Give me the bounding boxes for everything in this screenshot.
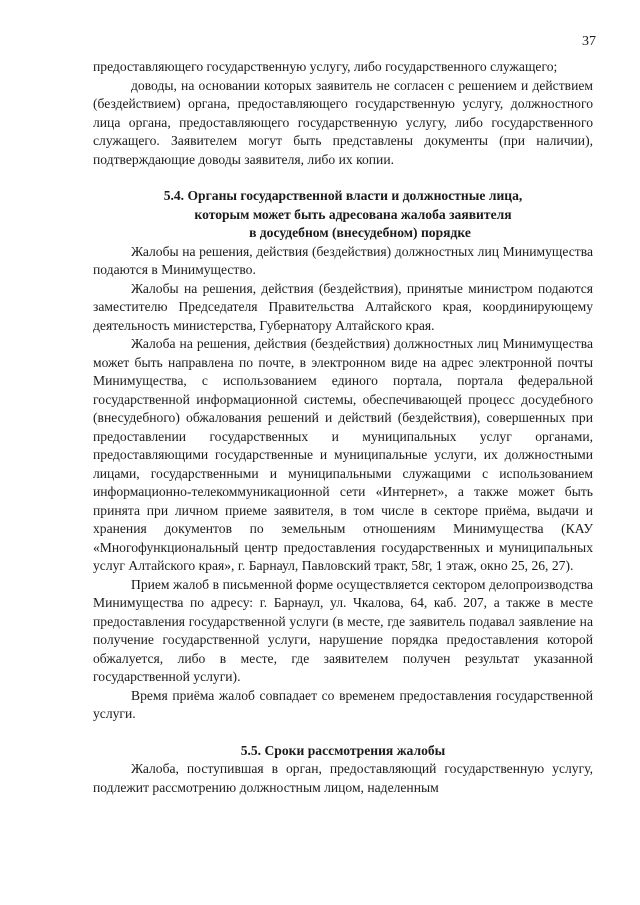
paragraph: Время приёма жалоб совпадает со временем предоставления государственной услуги.: [93, 687, 593, 721]
heading-line: в досудебном (внесудебном) порядке: [249, 225, 471, 240]
page-content: [93, 58, 593, 797]
paragraph: Жалоба на решения, действия (бездействия) должностных лиц Минимущества может быть направлена по почте, в электронном виде на адрес электронной почты Минимущества, с использованием единого портала, портала федеральной государственной информационной системы, обеспечивающей процесс досудебного (внесудебного) обжалования решений и действий (бездействия), совершенных при предоставлении государственных и муниципальных услуг органами, предоставляющими государственные и муниципальные услуги, их должностными лицами, государственными и муниципальными служащими с использованием информационно-телекоммуникационной сети «Интернет», а также может быть принята при личном приеме заявителя, в том числе в секторе приёма, выдачи и хранения документов по земельным отношениям Минимущества (КАУ «Многофункциональный центр предоставления государственных и муниципальных услуг Алтайского края», г. Барнаул, Павловский тракт, 58г, 1 этаж, окно 25, 26, 27).: [93, 336, 593, 573]
section-heading-5-4: [93, 187, 593, 243]
heading-line: которым может быть адресована жалоба заявителя: [194, 206, 512, 222]
paragraph: доводы, на основании которых заявитель не согласен с решением и действием (бездействием) органа, предоставляющего государственную услугу, должностного лица органа, предоставляющего государственную услугу, либо государственного служащего. Заявителем могут быть представлены документы (при наличии), подтверждающие доводы заявителя, либо их копии.: [93, 77, 593, 167]
paragraph: предоставляющего государственную услугу, либо государственного служащего;: [93, 59, 558, 74]
paragraph: Жалоба, поступившая в орган, предоставляющий государственную услугу, подлежит рассмотрению должностным лицом, наделенным: [93, 761, 593, 795]
page-number: 37: [582, 34, 596, 49]
heading-line: 5.4. Органы государственной власти и должностные лица,: [163, 188, 523, 203]
paragraph: Жалобы на решения, действия (бездействия) должностных лиц Минимущества подаются в Минимущество.: [93, 243, 593, 277]
paragraph: Прием жалоб в письменной форме осуществляется сектором делопроизводства Минимущества по адресу: г. Барнаул, ул. Чкалова, 64, каб. 207, а также в месте предоставления государственной услуги (в месте, где заявитель подавал заявление на получение государственной услуги, нарушение порядка предоставления которой обжалуется, либо в месте, где заявителем получен результат указанной государственной услуги).: [93, 576, 593, 684]
paragraph: Жалобы на решения, действия (бездействия), принятые министром подаются заместителю Председателя Правительства Алтайского края, координирующему деятельность министерства, Губернатору Алтайского края.: [93, 280, 593, 333]
section-heading-5-5: 5.5. Сроки рассмотрения жалобы: [240, 742, 446, 758]
